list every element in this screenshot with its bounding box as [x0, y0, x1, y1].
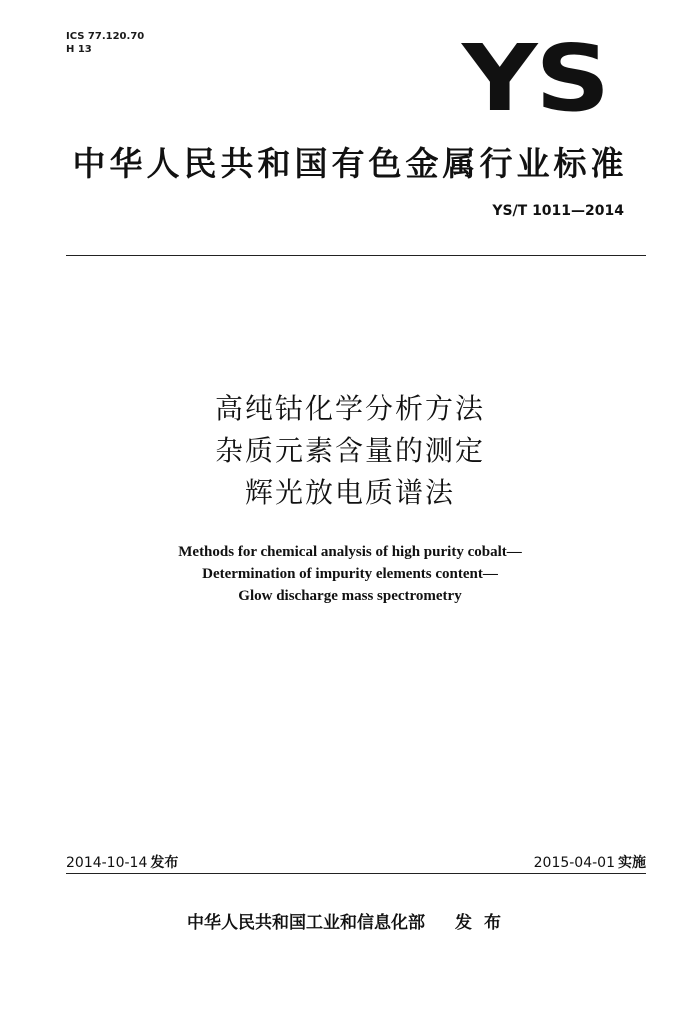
standard-category-title: 中华人民共和国有色金属行业标准	[72, 144, 628, 183]
classification-codes	[66, 30, 144, 56]
issuer-name: 中华人民共和国工业和信息化部	[187, 913, 425, 933]
standard-number: YS/T 1011—2014	[492, 203, 624, 219]
implement-label: 实施	[618, 855, 646, 871]
chinese-title	[0, 388, 700, 514]
issuing-authority	[187, 908, 513, 933]
implement-date: 2015-04-01	[533, 855, 615, 871]
chinese-title-line-2: 杂质元素含量的测定	[214, 434, 485, 467]
implement-date-block	[534, 852, 646, 872]
chinese-title-line-3: 辉光放电质谱法	[244, 476, 455, 509]
english-title-line-3: Glow discharge mass spectrometry	[238, 588, 462, 604]
ccs-code: H 13	[66, 44, 92, 55]
logo-text: YS	[460, 36, 608, 116]
chinese-title-line-1: 高纯钴化学分析方法	[214, 392, 485, 425]
ys-logo	[460, 36, 610, 116]
issue-label: 发布	[150, 855, 179, 871]
issue-date: 2014-10-14	[66, 855, 148, 871]
top-divider	[66, 255, 646, 256]
english-title-line-2: Determination of impurity elements content—	[202, 566, 498, 582]
english-title-line-1: Methods for chemical analysis of high purity cobalt—	[178, 544, 522, 560]
bottom-divider	[66, 873, 646, 874]
issuer-action: 发布	[455, 913, 513, 933]
ics-code: ICS 77.120.70	[66, 31, 145, 42]
english-title	[0, 541, 700, 607]
issue-date-block	[66, 852, 178, 872]
